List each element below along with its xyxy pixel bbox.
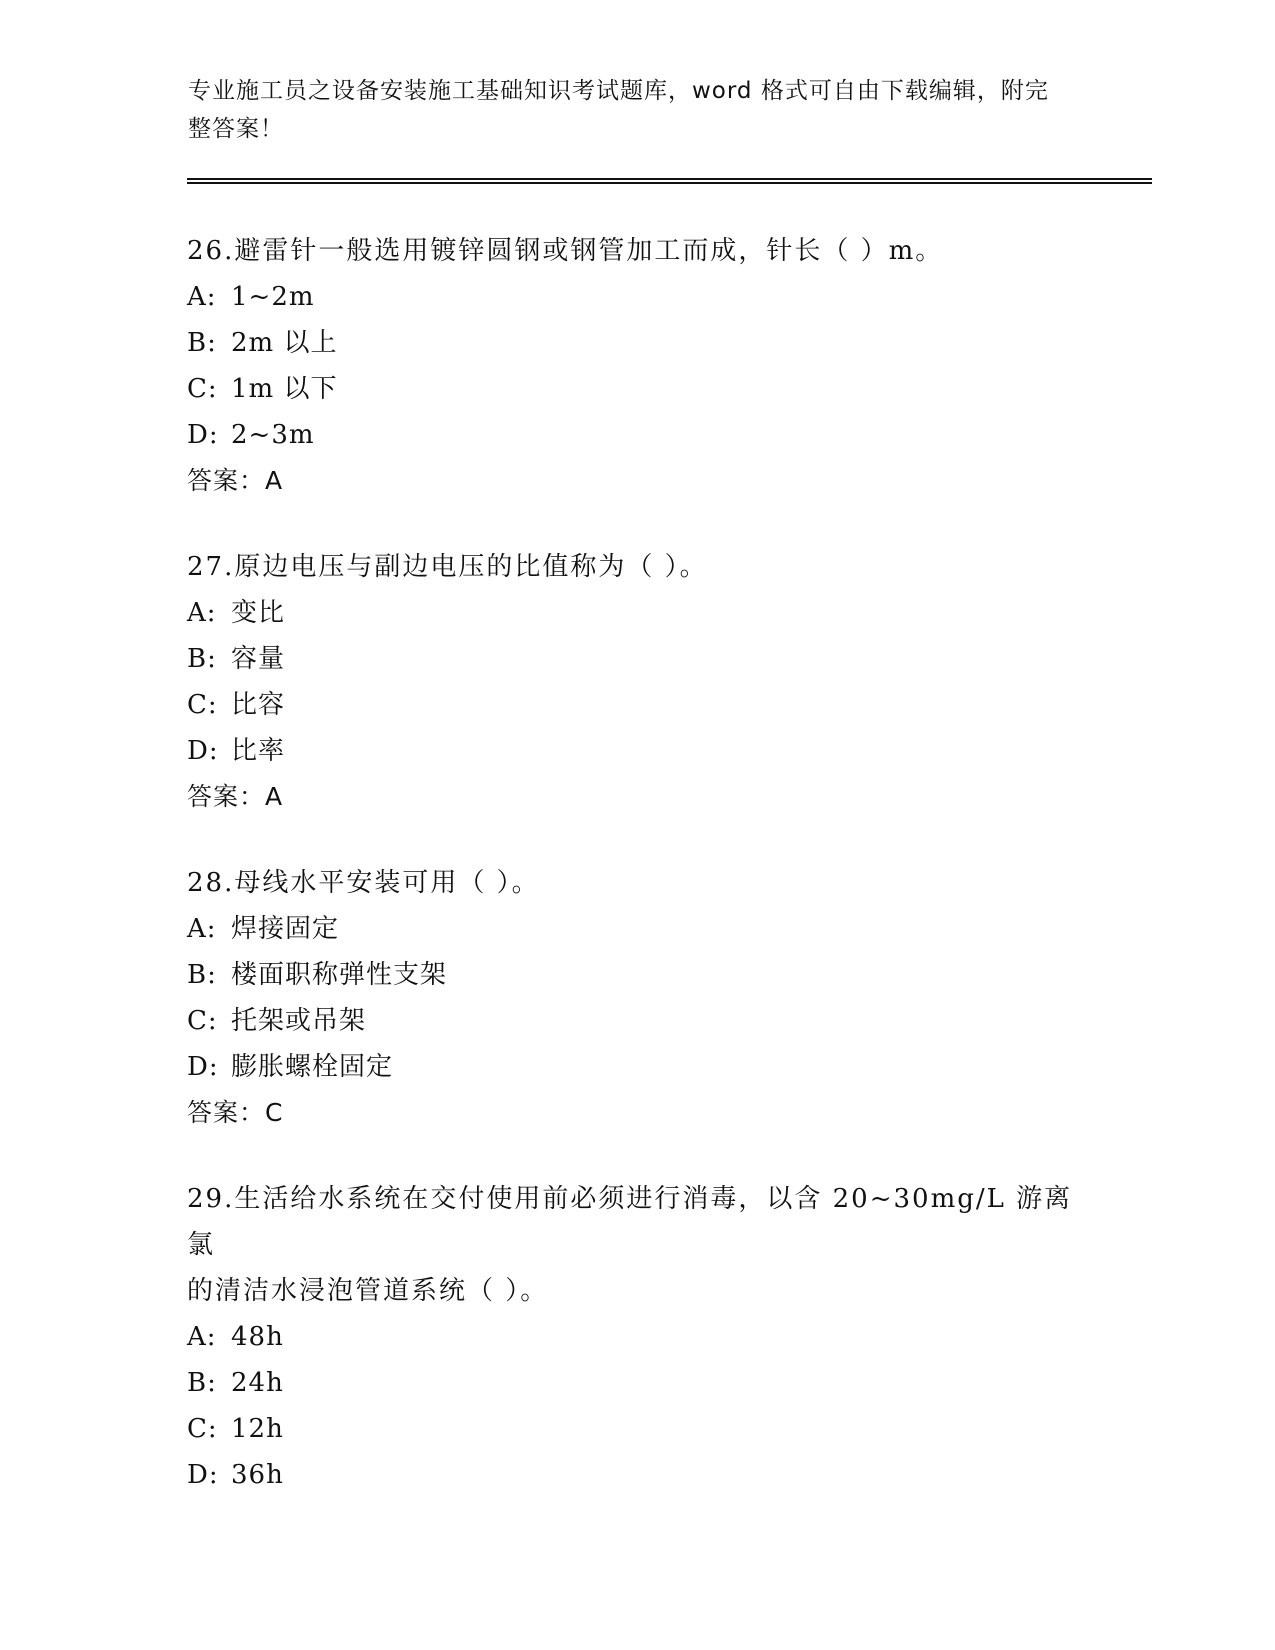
option-text: 比率 — [231, 736, 286, 766]
header-divider-top — [187, 178, 1152, 180]
option-c — [187, 998, 1087, 1044]
option-key: C: — [187, 690, 218, 720]
question-27 — [187, 544, 1087, 820]
answer-line: 答案：A — [187, 466, 284, 495]
option-text: 2~3m — [231, 420, 315, 450]
option-text: 焊接固定 — [231, 914, 340, 944]
option-key: A: — [187, 914, 217, 944]
option-text: 12h — [231, 1414, 284, 1444]
option-d — [187, 728, 1087, 774]
question-26 — [187, 228, 1087, 504]
document-header — [188, 72, 1068, 148]
option-text: 容量 — [231, 644, 286, 674]
option-key: B: — [187, 960, 217, 990]
header-divider-bottom — [187, 182, 1152, 184]
option-c — [187, 366, 1087, 412]
option-b — [187, 320, 1087, 366]
option-key: D: — [187, 1052, 219, 1082]
question-29 — [187, 1176, 1087, 1498]
question-stem-line-2: 的清洁水浸泡管道系统（ ）。 — [187, 1276, 549, 1306]
option-text: 托架或吊架 — [231, 1006, 367, 1036]
option-key: A: — [187, 1322, 217, 1352]
option-d — [187, 1044, 1087, 1090]
answer-line: 答案：C — [187, 1098, 284, 1127]
option-key: D: — [187, 420, 219, 450]
option-d — [187, 1452, 1087, 1498]
option-key: C: — [187, 1006, 218, 1036]
option-c — [187, 1406, 1087, 1452]
option-a — [187, 1314, 1087, 1360]
question-stem-line-1: 29.生活给水系统在交付使用前必须进行消毒，以含 20~30mg/L 游离氯 — [187, 1184, 1073, 1260]
option-text: 1~2m — [231, 282, 315, 312]
option-a — [187, 590, 1087, 636]
option-text: 48h — [231, 1322, 284, 1352]
option-text: 24h — [231, 1368, 284, 1398]
option-text: 膨胀螺栓固定 — [231, 1052, 394, 1082]
option-key: C: — [187, 374, 218, 404]
header-line-2: 整答案！ — [188, 116, 284, 142]
question-28 — [187, 860, 1087, 1136]
answer-line: 答案：A — [187, 782, 284, 811]
option-b — [187, 636, 1087, 682]
option-b — [187, 952, 1087, 998]
option-key: A: — [187, 598, 217, 628]
question-stem: 27.原边电压与副边电压的比值称为（ ）。 — [187, 552, 708, 582]
option-c — [187, 682, 1087, 728]
option-text: 变比 — [231, 598, 286, 628]
option-text: 1m 以下 — [231, 374, 338, 404]
option-key: A: — [187, 282, 217, 312]
header-line-1: 专业施工员之设备安装施工基础知识考试题库，word 格式可自由下载编辑，附完 — [188, 78, 1049, 104]
option-d — [187, 412, 1087, 458]
question-stem: 28.母线水平安装可用（ ）。 — [187, 868, 540, 898]
option-key: C: — [187, 1414, 218, 1444]
option-key: D: — [187, 736, 219, 766]
option-key: D: — [187, 1460, 219, 1490]
option-text: 楼面职称弹性支架 — [231, 960, 448, 990]
option-text: 比容 — [231, 690, 286, 720]
option-a — [187, 906, 1087, 952]
option-key: B: — [187, 644, 217, 674]
option-key: B: — [187, 328, 217, 358]
question-stem: 26.避雷针一般选用镀锌圆钢或钢管加工而成，针长（ ）m。 — [187, 236, 944, 266]
option-b — [187, 1360, 1087, 1406]
option-key: B: — [187, 1368, 217, 1398]
option-text: 36h — [231, 1460, 284, 1490]
option-text: 2m 以上 — [231, 328, 338, 358]
option-a — [187, 274, 1087, 320]
